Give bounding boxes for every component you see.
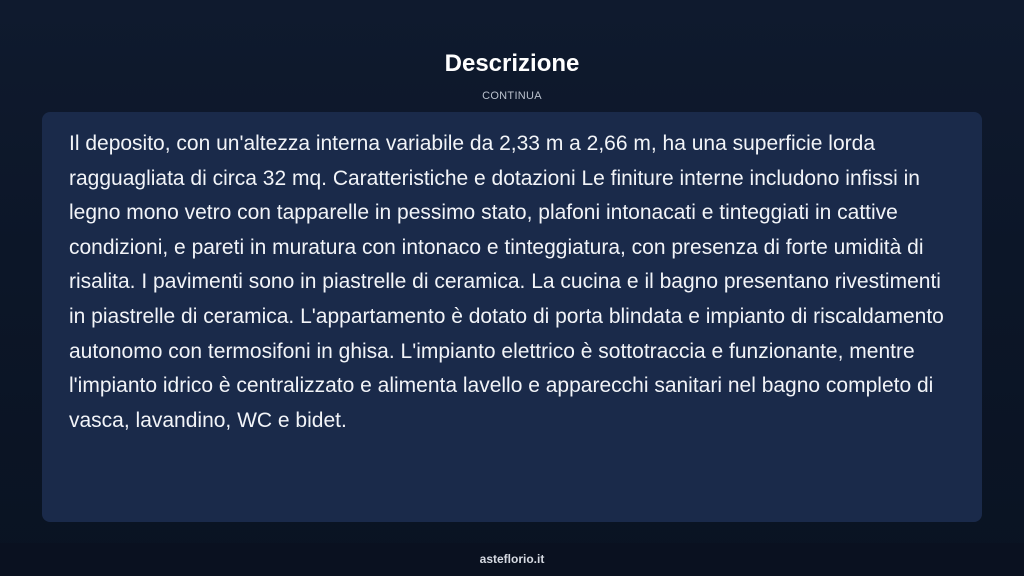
description-card [42, 112, 982, 522]
footer-bar [0, 543, 1024, 576]
site-brand: asteflorio.it [479, 552, 545, 566]
section-header [0, 49, 1024, 103]
description-text: Il deposito, con un'altezza interna variabile da 2,33 m a 2,66 m, ha una superficie lorda ragguagliata di circa 32 mq. Caratteristiche e dotazioni Le finiture interne includono infissi in legno mono vetro con tapparelle in pessimo stato, plafoni intonacati e tinteggiati in cattive condizioni, e pareti in muratura con intonaco e tinteggiatura, con presenza di forte umidità di risalita. I pavimenti sono in piastrelle di ceramica. La cucina e il bagno presentano rivestimenti in piastrelle di ceramica. L'appartamento è dotato di porta blindata e impianto di riscaldamento autonomo con termosifoni in ghisa. L'impianto elettrico è sottotraccia e funzionante, mentre l'impianto idrico è centralizzato e alimenta lavello e apparecchi sanitari nel bagno completo di vasca, lavandino, WC e bidet. [69, 132, 944, 432]
section-title: Descrizione [444, 50, 580, 77]
continua-label: CONTINUA [482, 90, 542, 102]
